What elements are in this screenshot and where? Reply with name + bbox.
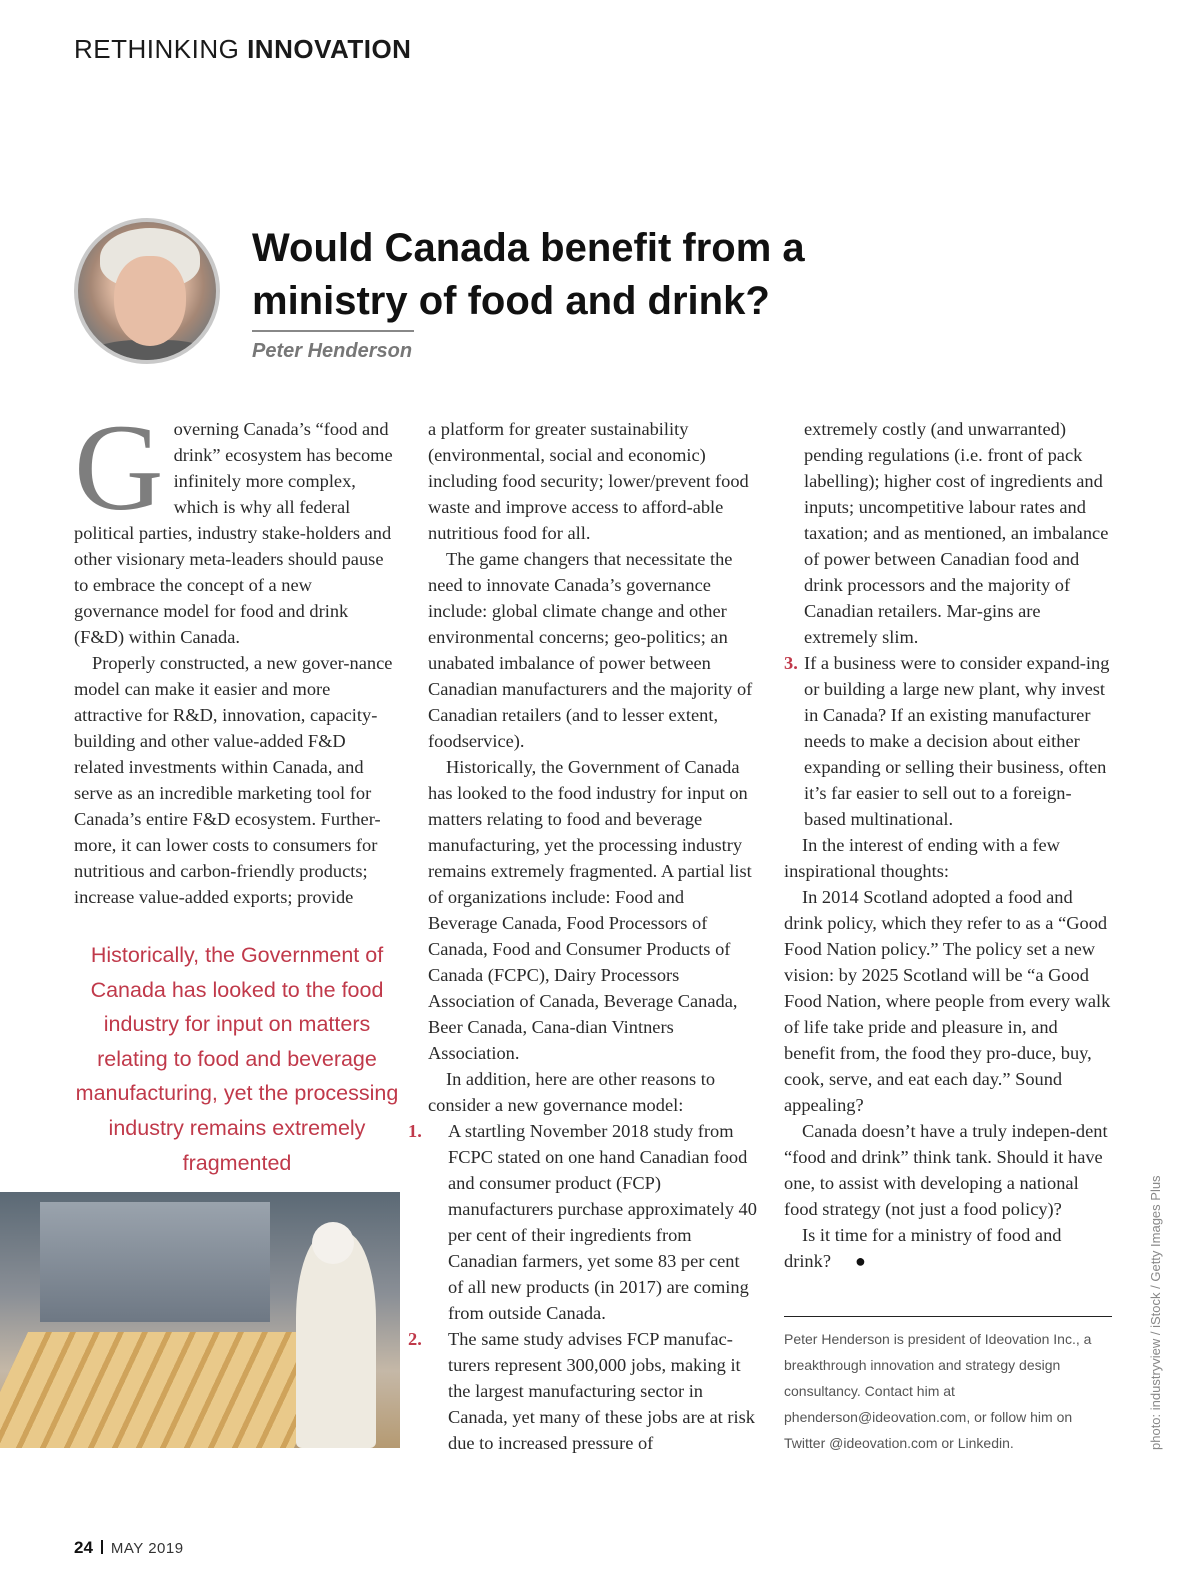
paragraph: The game changers that necessitate the need to innovate Canada’s governance include: global climate change and other environmental concerns; geo-politics; an unabated imbalance of power between Canadian manufacturers and the majority of Canadian retailers (and to lesser extent, foodservice).	[428, 549, 753, 751]
list-number: 1.	[408, 1121, 422, 1141]
paragraph-1: Governing Canada’s “food and drink” ecosystem has become infinitely more complex, which is why all federal political parties, industry stake-holders and other visionary meta-leaders should pause to embrace the concept of a new governance model for food and drink (F&D) within Canada.	[74, 399, 393, 647]
issue-date: MAY 2019	[110, 1540, 184, 1557]
section-label-bold: INNOVATION	[247, 34, 412, 64]
paragraph: In the interest of ending with a few inspirational thoughts:	[784, 835, 1060, 881]
column-2	[408, 416, 758, 1456]
paragraph-final: Is it time for a ministry of food and drink? ●	[784, 1222, 1112, 1274]
drop-cap: G	[74, 399, 164, 536]
title-divider	[252, 330, 414, 332]
paragraph: Historically, the Government of Canada has looked to the food industry for input on matters relating to food and beverage manufacturing, yet the processing industry remains extremely fragmented. A partial list of organizations include: Food and Beverage Canada, Food Processors of Canada, Food and Consumer Products of Canada (FCPC), Dairy Processors Association of Canada, Beverage Canada, Beer Canada, Cana-dian Vintners Association.	[428, 757, 752, 1063]
bio-divider	[784, 1316, 1112, 1317]
list-item-3: 3. If a business were to consider expand-ing or building a large new plant, why invest in Canada? If an existing manufacturer needs to make a decision about either expanding or selling their business, often it’s far easier to sell out to a foreign-based multinational.	[784, 650, 1112, 832]
paragraph: In 2014 Scotland adopted a food and drink policy, which they refer to as a “Good Food Nation policy.” The policy set a new vision: by 2025 Scotland will be “a Good Food Nation, where people from every walk of life take pride and pleasure in, and benefit from, the food they pro-duce, buy, cook, serve, and eat each day.” Sound appealing?	[784, 887, 1111, 1115]
photo-credit: photo: industryview / iStock / Getty Images Plus	[1148, 1175, 1163, 1450]
section-label-light: RETHINKING	[74, 34, 240, 64]
list-number: 2.	[408, 1329, 422, 1349]
author-byline: Peter Henderson	[252, 340, 413, 362]
paragraph: In addition, here are other reasons to consider a new governance model:	[428, 1069, 716, 1115]
footer-separator	[101, 1540, 103, 1554]
author-bio: Peter Henderson is president of Ideovation Inc., a breakthrough innovation and strategy design consultancy. Contact him at phenderson@ideovation.com, or follow him on Twitter @ideovation.com or Linkedin.	[784, 1331, 1092, 1451]
paragraph: Canada doesn’t have a truly indepen-dent “food and drink” think tank. Should it have one, to assist with developing a national food strategy (not just a food policy)?	[784, 1121, 1108, 1219]
factory-photo	[0, 1192, 400, 1448]
list-number: 3.	[784, 653, 798, 673]
paragraph-2: Properly constructed, a new gover-nance model can make it easier and more attractive for R&D, innovation, capacity-building and other value-added F&D related investments within Canada, and serve as an incredible marketing tool for Canada’s entire F&D ecosystem. Further-more, it can lower costs to consumers for nutritious and carbon-friendly products; increase value-added exports; provide	[74, 653, 393, 907]
list-item-2: 2. The same study advises FCP manufac-turers represent 300,000 jobs, making it the largest manufacturing sector in Canada, yet many of these jobs are at risk due to increased pressure of	[408, 1326, 758, 1456]
column-3	[784, 416, 1112, 1274]
column-1	[74, 399, 400, 910]
apple-icon: ●	[854, 1251, 866, 1271]
list-item-2-continued: extremely costly (and unwarranted) pending regulations (i.e. front of pack labelling); higher cost of ingredients and inputs; uncompetitive labour rates and taxation; and as mentioned, an imbalance of power between Canadian food and drink processors and the majority of Canadian retailers. Mar-gins are extremely slim.	[804, 419, 1109, 647]
paragraph: a platform for greater sustainability (environmental, social and economic) including food security; lower/prevent food waste and improve access to afford-able nutritious food for all.	[428, 419, 749, 543]
article-title: Would Canada benefit from a ministry of food and drink?	[252, 226, 805, 323]
page-footer	[74, 1538, 184, 1558]
list-item-1: 1. A startling November 2018 study from FCPC stated on one hand Canadian food and consumer product (FCP) manufacturers purchase approximately 40 per cent of their ingredients from Canadian farmers, yet some 83 per cent of all new products (in 2017) are coming from outside Canada.	[408, 1118, 758, 1326]
pull-quote: Historically, the Government of Canada has looked to the food industry for input on matters relating to food and beverage manufacturing, yet the processing industry remains extremely fragmented	[75, 943, 399, 1175]
section-header	[74, 34, 411, 65]
page-number: 24	[74, 1538, 93, 1557]
author-portrait	[74, 218, 220, 364]
